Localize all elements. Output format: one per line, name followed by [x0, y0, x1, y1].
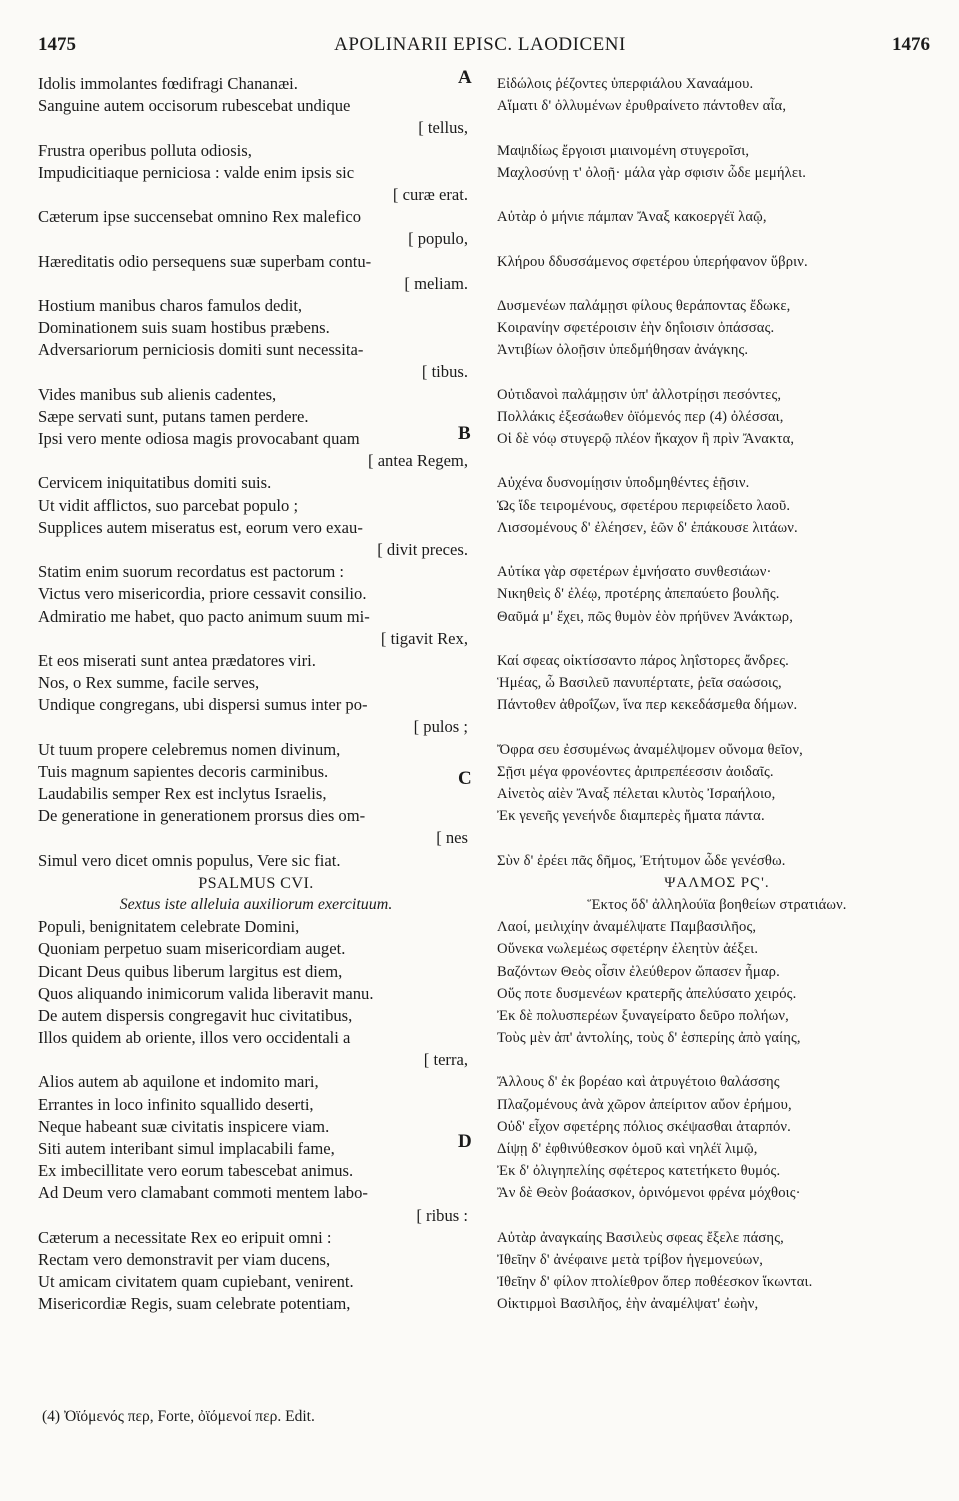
latin-column: [38, 73, 474, 1316]
verse-continuation: [ terra,: [423, 1050, 468, 1070]
page-header: [30, 34, 930, 64]
verse-line: Ἐκ δ' ὀλιγηπελίης σφέτερος κατετήκετο θυμός.: [497, 1163, 781, 1180]
blank-line: [497, 539, 937, 561]
verse-line: Ἐκ γενεῆς γενεήνδε διαμπερὲς ἤματα πάντα.: [497, 808, 765, 825]
verse-continuation: [ ribus :: [416, 1205, 468, 1225]
verse-line: Ἂν δὲ Θεὸν βοάασκον, ὀρινόμενοι φρένα μόχθοις·: [497, 1185, 801, 1202]
verse-line: Πλαζομένους ἀνὰ χῶρον ἀπείριτον αὔον ἐρήμου,: [497, 1096, 792, 1113]
verse-line: Ἀντιβίων ὀλοῇσιν ὑπεδμήθησαν ἀνάγκης.: [497, 342, 749, 359]
verse-line: Idolis immolantes fœdifragi Chananæi.: [38, 74, 298, 93]
verse-line: Σῇσι μέγα φρονέοντες ἀριπρεπέεσσιν ἀοιδαῖς.: [497, 763, 774, 780]
verse-line: Μαψιδίως ἔργοισι μιαινομένη στυγεροῖσι,: [497, 142, 750, 159]
verse-line: Πάντοθεν ἀθροΐζων, ἵνα περ κεκεδάσμεθα δήμων.: [497, 697, 798, 714]
verse-line: Οὕνεκα νωλεμέως σφετέρην ἐλεητὺν ἀέξει.: [497, 941, 759, 958]
psalm-heading: PSALMUS CVI.: [198, 873, 314, 892]
verse-line: Σὺν δ' ἐρέει πᾶς δῆμος, Ἐτήτυμον ὧδε γενέσθω.: [497, 852, 786, 869]
verse-line: Dicant Deus quibus liberum largitus est diem,: [38, 961, 343, 981]
verse-line: Θαῦμά μ' ἔχει, πῶς θυμὸν ἑὸν πρήϋνεν Ἀνάκτωρ,: [497, 608, 794, 625]
verse-line: Εἰδώλοις ῥέζοντες ὑπερφιάλου Χαναάμου.: [497, 76, 754, 92]
verse-line: Αἰνετὸς αἰὲν Ἄναξ πέλεται κλυτὸς Ἰσραήλοιο,: [497, 786, 776, 802]
verse-line: Ἰθεῖην δ' ἀνέφαινε μετὰ τρίβον ἡγεμονεύων,: [497, 1251, 764, 1268]
verse-line: Victus vero misericordia, priore cessavit consilio.: [38, 584, 367, 604]
blank-line: [497, 628, 937, 650]
blank-line: [497, 273, 937, 295]
verse-continuation: [ divit preces.: [377, 539, 468, 559]
verse-line: Populi, benignitatem celebrate Domini,: [38, 917, 300, 937]
footnote: (4) Ὀϊόμενός περ, Forte, ὀϊόμενοί περ. Edit.: [42, 1408, 315, 1425]
verse-continuation: [ meliam.: [404, 273, 468, 293]
verse-line: Illos quidem ab oriente, illos vero occidentali a: [38, 1028, 351, 1048]
verse-line: De generatione in generationem prorsus dies om-: [38, 806, 366, 826]
verse-line: Βαζόντων Θεὸς οἷσιν ἐλεύθερον ὤπασεν ἦμαρ.: [497, 963, 780, 980]
verse-line: Μαχλοσύνῃ τ' ὀλοῇ· μάλα γὰρ σφισιν ὧδε μεμήλει.: [497, 164, 807, 181]
verse-line: Δυσμενέων παλάμῃσι φίλους θεράποντας ἔδωκε,: [497, 297, 791, 314]
section-marker-a: A: [458, 67, 472, 88]
verse-line: Siti autem interibant simul implacabili fame,: [38, 1139, 335, 1158]
verse-line: Καί σφεας οἰκτίσσαντο πάρος ληΐστορες ἄνδρες.: [497, 652, 789, 669]
verse-line: Simul vero dicet omnis populus, Vere sic fiat.: [38, 850, 341, 870]
verse-line: Αὐτίκα γὰρ σφετέρων ἐμνήσατο συνθεσιάων·: [497, 564, 772, 581]
verse-line: Admiratio me habet, quo pacto animum suum mi-: [38, 606, 370, 626]
psalm-subtitle: Sextus iste alleluia auxiliorum exercituum.: [119, 895, 393, 913]
section-marker-b: B: [458, 423, 471, 444]
verse-continuation: [ tibus.: [421, 362, 468, 382]
verse-line: Hostium manibus charos famulos dedit,: [38, 295, 303, 315]
verse-line: Adversariorum perniciosis domiti sunt necessita-: [38, 340, 364, 360]
verse-line: Οὐτιδανοὶ παλάμῃσιν ὑπ' ἀλλοτρίῃσι πεσόντες,: [497, 386, 782, 403]
psalm-subtitle: Ἕκτος ὅδ' ἀλληλούϊα βοηθείων στρατιάων.: [587, 896, 847, 913]
verse-continuation: [ nes: [436, 828, 468, 848]
verse-line: Κοιρανίην σφετέροισιν ἑὴν δηΐοισιν ὀπάσσας.: [497, 320, 775, 337]
psalm-heading: ΨΑΛΜΟΣ ΡϚ'.: [664, 874, 770, 891]
verse-line: Laudabilis semper Rex est inclytus Israelis,: [38, 784, 327, 803]
verse-line: Cervicem iniquitatibus domiti suis.: [38, 473, 272, 493]
verse-continuation: [ curæ erat.: [392, 184, 468, 204]
verse-line: Alios autem ab aquilone et indomito mari,: [38, 1072, 319, 1092]
verse-line: Quoniam perpetuo suam misericordiam auget.: [38, 939, 346, 959]
verse-line: Πολλάκις ἐξεσάωθεν ὀϊόμενός περ (4) ὀλέσσαι,: [497, 408, 784, 425]
verse-line: Αὐτὰρ ἀναγκαίης Βασιλεὺς σφεας ἔξελε πάσης,: [497, 1229, 784, 1246]
verse-continuation: [ antea Regem,: [368, 451, 468, 471]
greek-column: [497, 73, 937, 1316]
blank-line: [497, 827, 937, 849]
verse-line: Quos aliquando inimicorum valida liberavit manu.: [38, 983, 374, 1003]
verse-line: Λαοί, μειλιχίην ἀναμέλψατε Παμβασιλῆος,: [497, 919, 757, 936]
page-number-left: 1475: [38, 34, 76, 55]
verse-line: Λισσομένους δ' ἐλέησεν, ἑῶν δ' ἐπάκουσε λιτάων.: [497, 519, 798, 536]
verse-line: Ἐκ δὲ πολυσπερέων ξυναγείρατο δεῦρο πολήων,: [497, 1007, 789, 1024]
blank-line: [497, 1049, 937, 1071]
section-marker-d: D: [458, 1131, 472, 1152]
verse-line: Αὐτὰρ ὁ μήνιε πάμπαν Ἄναξ κακοεργέϊ λαῷ,: [497, 209, 767, 226]
verse-line: Αὐχένα δυσνομίῃσιν ὑποδμηθέντες ἑῇσιν.: [497, 475, 750, 492]
verse-line: Οὐδ' εἶχον σφετέρης πόλιος σκέψασθαι ἀταρπόν.: [497, 1118, 791, 1135]
verse-line: Et eos miserati sunt antea prædatores viri.: [38, 650, 316, 670]
verse-line: Statim enim suorum recordatus est pactorum :: [38, 562, 344, 582]
verse-line: Ut tuum propere celebremus nomen divinum,: [38, 739, 341, 759]
verse-line: Οἰκτιρμοὶ Βασιλῆος, ἑὴν ἀναμέλψατ' ἐωὴν,: [497, 1296, 759, 1313]
verse-line: Ut amicam civitatem quam cupiebant, venirent.: [38, 1272, 354, 1292]
verse-line: Ut vidit afflictos, suo parcebat populo ;: [38, 495, 299, 515]
page-number-right: 1476: [892, 34, 930, 55]
blank-line: [497, 361, 937, 383]
blank-line: [497, 228, 937, 250]
verse-line: Ὡς ἴδε τειρομένους, σφετέρου περιφείδετο λαοῦ.: [497, 497, 791, 514]
verse-line: Ad Deum vero clamabant commoti mentem labo-: [38, 1183, 368, 1203]
blank-line: [497, 450, 937, 472]
verse-line: Rectam vero demonstravit per viam ducens,: [38, 1249, 331, 1269]
verse-line: Οἱ δὲ νόῳ στυγερῷ πλέον ἤκαχον ἢ πρὶν Ἄνακτα,: [497, 431, 795, 447]
running-title: APOLINARII EPISC. LAODICENI: [334, 34, 626, 55]
verse-line: De autem dispersis congregavit huc civitatibus,: [38, 1005, 353, 1025]
verse-line: Νικηθεὶς δ' ἐλέῳ, προτέρης ἀπεπαύετο βουλῆς.: [497, 586, 780, 603]
blank-line: [497, 117, 937, 139]
verse-line: Misericordiæ Regis, suam celebrate potentiam,: [38, 1294, 351, 1314]
verse-line: Sanguine autem occisorum rubescebat undique: [38, 96, 351, 116]
verse-line: Τοὺς μὲν ἀπ' ἀντολίης, τοὺς δ' ἑσπερίης ἀπὸ γαίης,: [497, 1030, 801, 1047]
verse-line: Neque habeant suæ civitatis inspicere viam.: [38, 1116, 330, 1136]
verse-line: Οὕς ποτε δυσμενέων κρατερῆς ἀπελύσατο χειρός.: [497, 985, 797, 1002]
verse-line: Hæreditatis odio persequens suæ superbam contu-: [38, 251, 372, 271]
verse-line: Ἰθεῖην δ' φίλον πτολίεθρον ὅπερ ποθέεσκον ἵκωνται.: [497, 1274, 813, 1291]
verse-line: Cæterum ipse succensebat omnino Rex malefico: [38, 207, 362, 227]
verse-line: Undique congregans, ubi dispersi sumus inter po-: [38, 695, 368, 715]
verse-continuation: [ tellus,: [418, 118, 468, 138]
verse-line: Ex imbecillitate vero eorum tabescebat animus.: [38, 1161, 354, 1181]
blank-line: [497, 716, 937, 738]
verse-line: Frustra operibus polluta odiosis,: [38, 140, 252, 160]
verse-line: Ἄλλους δ' ἐκ βορέαο καὶ ἀτρυγέτοιο θαλάσσης: [497, 1074, 780, 1091]
verse-line: Dominationem suis suam hostibus præbens.: [38, 318, 330, 338]
verse-line: Sæpe servati sunt, putans tamen perdere.: [38, 406, 309, 426]
verse-line: Cæterum a necessitate Rex eo eripuit omni :: [38, 1227, 332, 1247]
verse-continuation: [ tigavit Rex,: [380, 628, 468, 648]
blank-line: [497, 1205, 937, 1227]
verse-line: Nos, o Rex summe, facile serves,: [38, 673, 260, 693]
verse-line: Ipsi vero mente odiosa magis provocabant quam: [38, 429, 360, 448]
verse-line: Ὄφρα σευ ἐσσυμένως ἀναμέλψομεν οὔνομα θεῖον,: [497, 741, 803, 758]
verse-continuation: [ pulos ;: [413, 717, 468, 737]
verse-line: Supplices autem miseratus est, eorum vero exau-: [38, 517, 363, 537]
verse-line: Αἵματι δ' ὀλλυμένων ἐρυθραίνετο πάντοθεν αἶα,: [497, 98, 787, 115]
verse-line: Ἡμέας, ὦ Βασιλεῦ πανυπέρτατε, ῥεῖα σαώσοις,: [497, 675, 782, 692]
blank-line: [497, 184, 937, 206]
verse-line: Errantes in loco infinito squallido deserti,: [38, 1094, 314, 1114]
section-marker-c: C: [458, 768, 472, 789]
verse-line: Tuis magnum sapientes decoris carminibus.: [38, 761, 329, 781]
verse-continuation: [ populo,: [408, 229, 468, 249]
verse-line: Vides manibus sub alienis cadentes,: [38, 384, 277, 404]
verse-line: Κλήρου δδυσσάμενος σφετέρου ὑπερήφανον ὕβριν.: [497, 253, 808, 270]
verse-line: Impudicitiaque perniciosa : valde enim ipsis sic: [38, 162, 355, 182]
verse-line: Δίψῃ δ' ἐφθινύθεσκον ὁμοῦ καὶ νηλέϊ λιμῷ,: [497, 1141, 758, 1157]
